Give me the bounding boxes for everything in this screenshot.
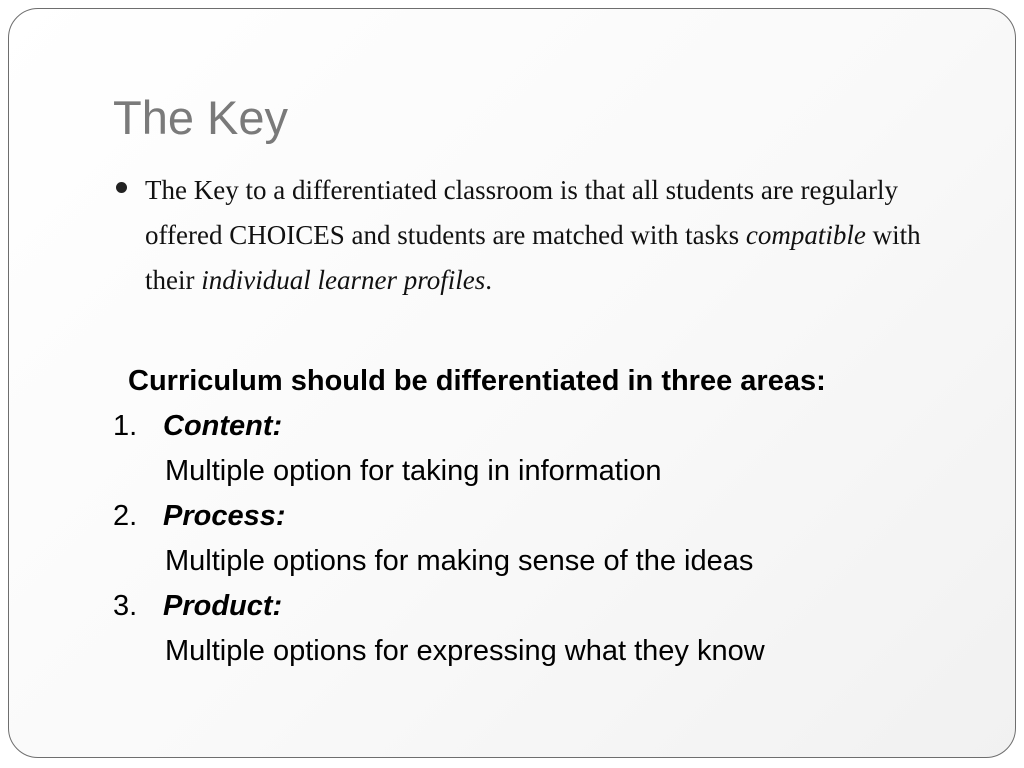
bullet-text-middle: with their — [145, 220, 921, 295]
area-item-content — [113, 404, 765, 494]
area-number: 3. — [113, 590, 138, 622]
area-name: Product: — [163, 590, 283, 622]
bullet-paragraph — [145, 168, 975, 303]
bullet-text-italic-compatible: compatible — [745, 220, 866, 250]
area-number: 1. — [113, 410, 138, 442]
area-list — [113, 404, 765, 674]
bullet-dot-icon — [116, 182, 127, 193]
area-name: Process: — [163, 500, 286, 532]
curriculum-heading: Curriculum should be differentiated in three areas: — [128, 365, 826, 397]
area-item-process — [113, 494, 765, 584]
bullet-text-end: . — [485, 265, 492, 295]
area-name: Content: — [163, 410, 283, 442]
bullet-text-italic-profiles: individual learner profiles — [201, 265, 486, 295]
bullet-text-start: The Key to a differentiated classroom is that all students are regularly offered CHOICES and students are matched with tasks — [145, 175, 898, 250]
area-description: Multiple option for taking in information — [165, 455, 662, 487]
slide-title: The Key — [113, 91, 289, 144]
area-number: 2. — [113, 500, 138, 532]
area-description: Multiple options for expressing what they know — [165, 635, 765, 667]
area-item-product — [113, 584, 765, 674]
area-description: Multiple options for making sense of the ideas — [165, 545, 754, 577]
